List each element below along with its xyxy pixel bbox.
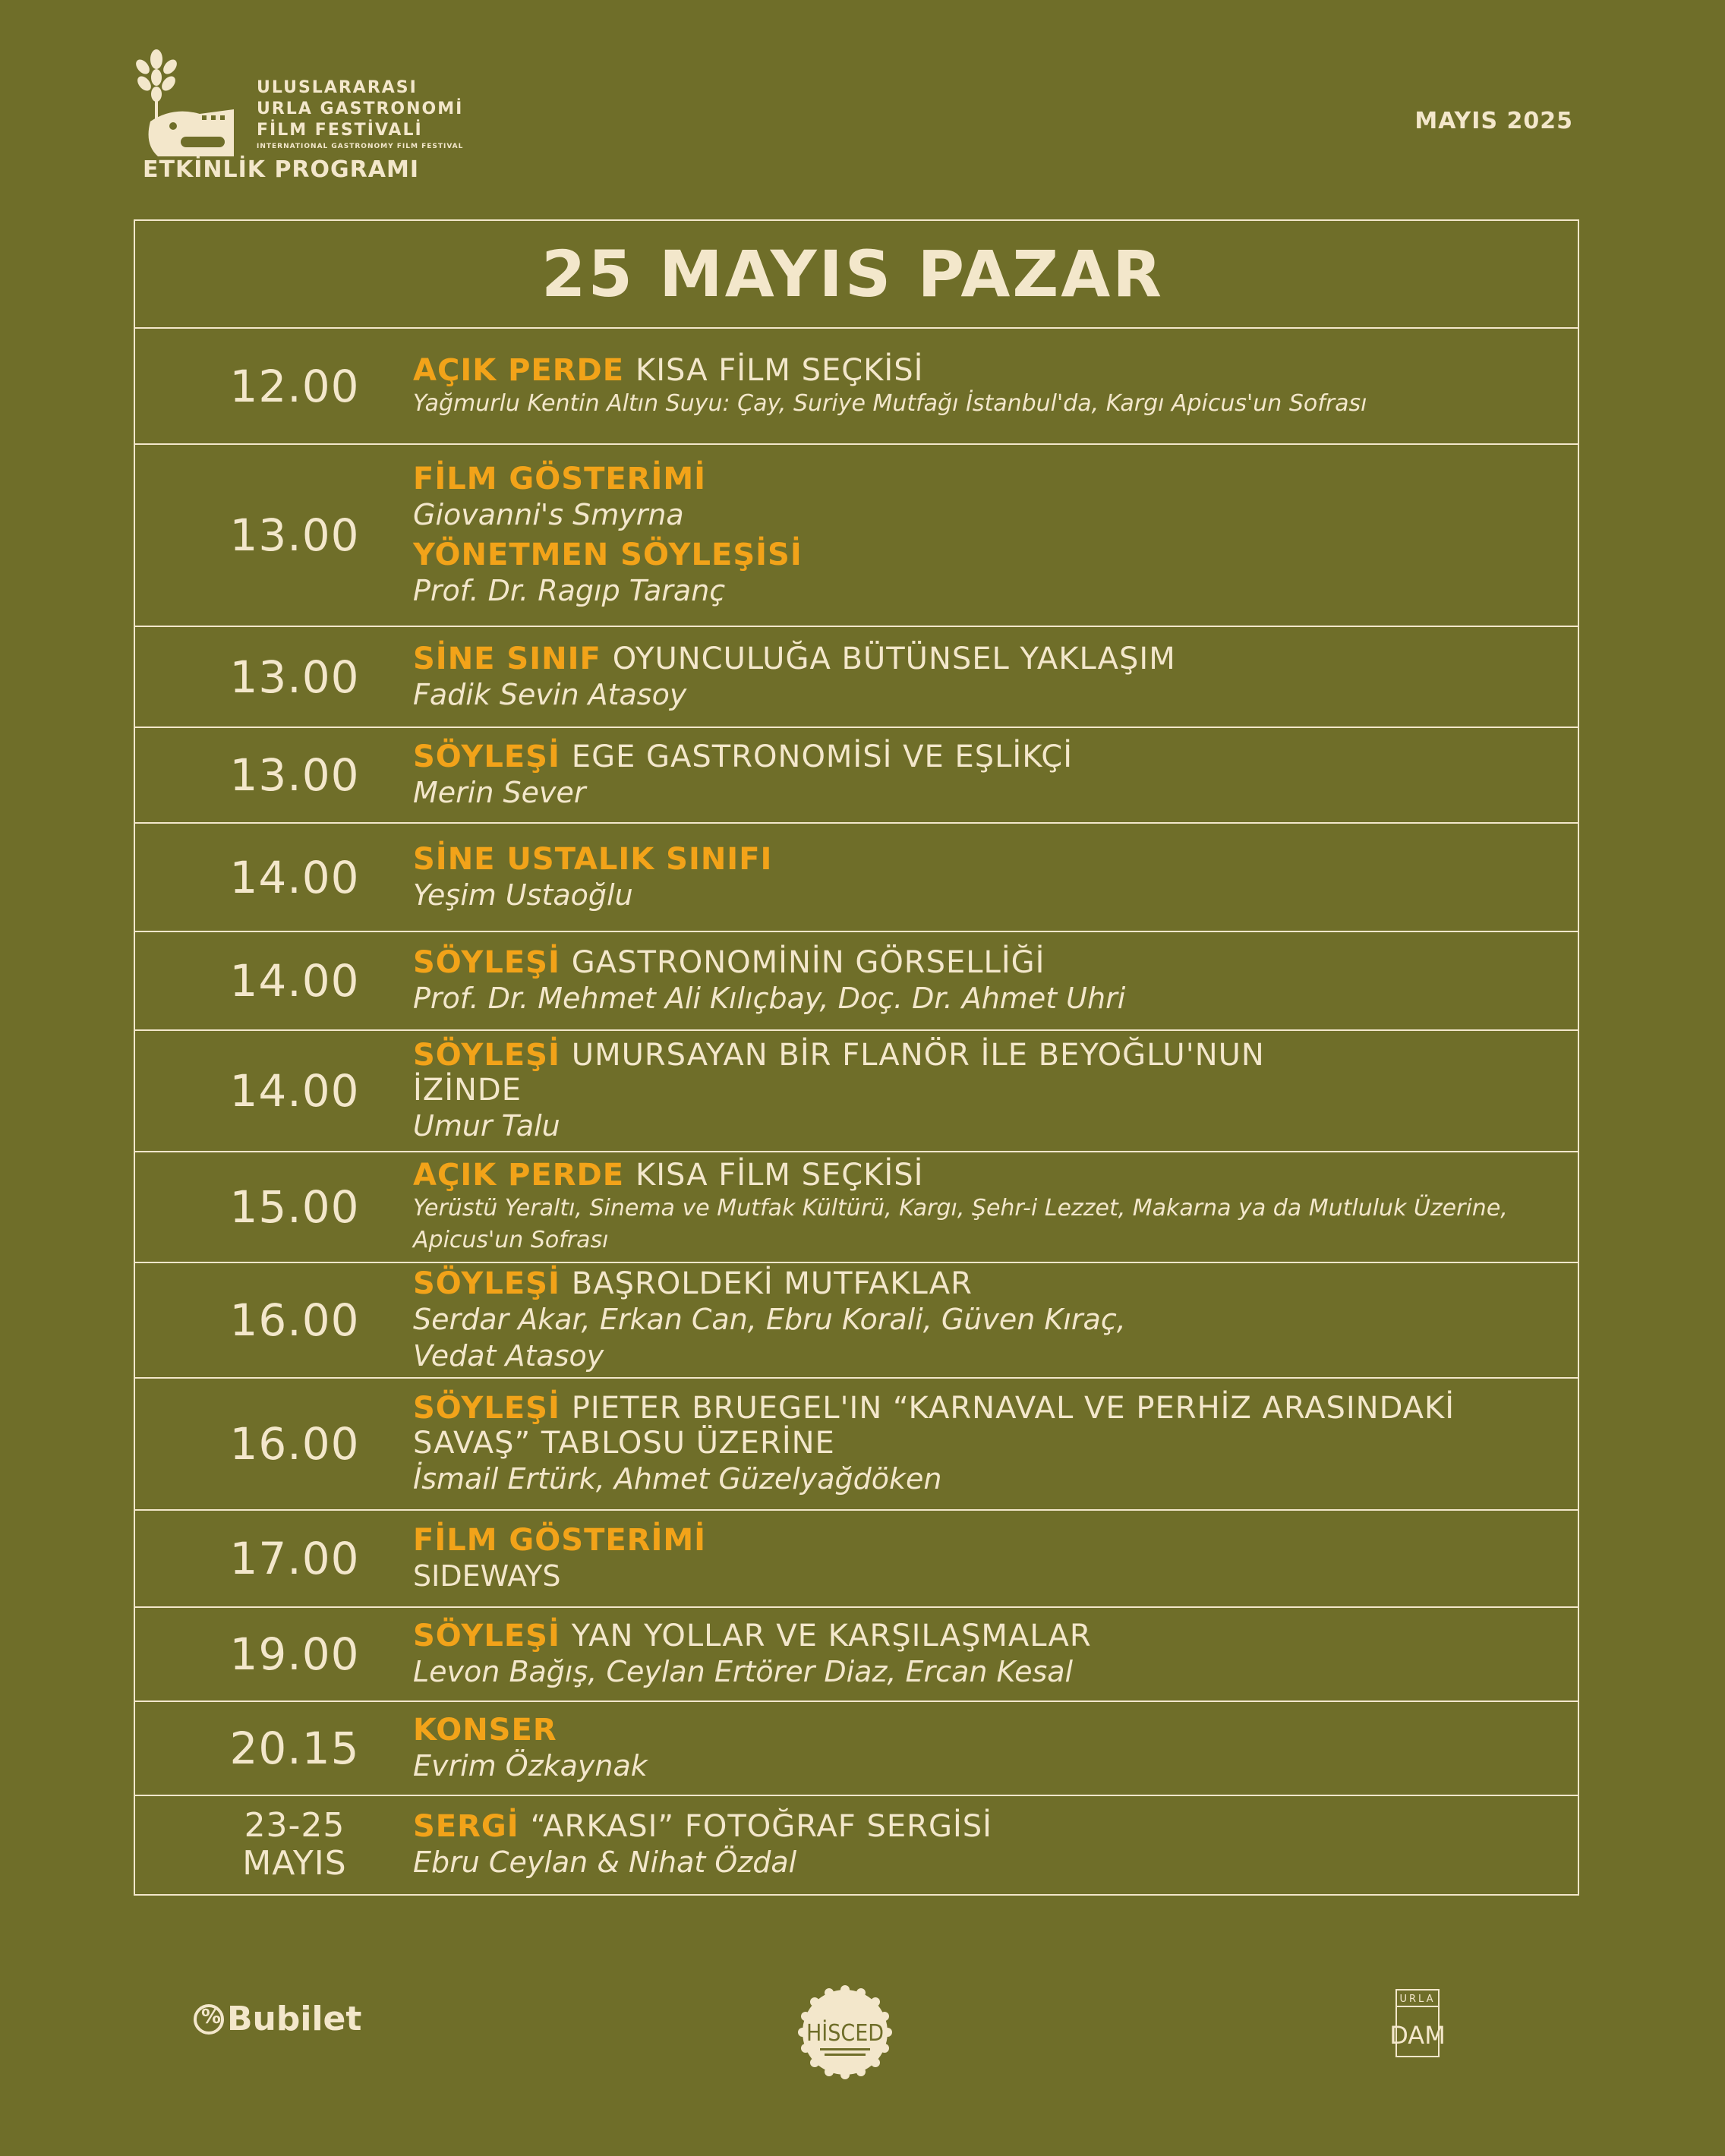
event-row: [135, 445, 1578, 627]
event-time: 23-25: [244, 1805, 345, 1845]
festival-name-line-2: URLA GASTRONOMİ: [257, 99, 464, 118]
event-people: İsmail Ertürk, Ahmet Güzelyağdöken: [413, 1462, 942, 1496]
event-time: 16.00: [229, 1294, 360, 1346]
event-heading: [413, 1523, 1532, 1558]
event-title: YAN YOLLAR VE KARŞILAŞMALAR: [571, 1619, 1092, 1653]
event-row: [135, 1379, 1578, 1511]
event-time: 19.00: [229, 1628, 360, 1680]
event-time: 13.00: [229, 749, 360, 801]
event-row: [135, 932, 1578, 1031]
schedule-table: [134, 219, 1579, 1896]
event-title: KISA FİLM SEÇKİSİ: [635, 352, 924, 388]
event-type: SÖYLEŞİ: [413, 739, 560, 774]
event-time: 14.00: [229, 851, 360, 903]
event-type: AÇIK PERDE: [413, 1158, 625, 1193]
event-row: [135, 1511, 1578, 1608]
dam-wordmark: DAM: [1389, 2021, 1446, 2050]
event-heading: [413, 1038, 1350, 1108]
event-type: SÖYLEŞİ: [413, 1266, 560, 1301]
event-content: [413, 1031, 1350, 1151]
event-heading: [413, 1391, 1532, 1461]
event-type: SÖYLEŞİ: [413, 1619, 560, 1653]
event-heading: [413, 1266, 1198, 1301]
event-row: [135, 1152, 1578, 1263]
event-time: 17.00: [229, 1533, 360, 1584]
event-type: SÖYLEŞİ: [413, 1038, 560, 1073]
event-people: Evrim Özkaynak: [413, 1749, 648, 1782]
event-type: FİLM GÖSTERİMİ: [413, 462, 707, 496]
event-title: OYUNCULUĞA BÜTÜNSEL YAKLAŞIM: [612, 641, 1176, 676]
event-time: 14.00: [229, 955, 360, 1007]
event-people: Prof. Dr. Mehmet Ali Kılıçbay, Doç. Dr. Ahmet Uhri: [413, 982, 1126, 1015]
event-people: Yağmurlu Kentin Altın Suyu: Çay, Suriye Mutfağı İstanbul'da, Kargı Apicus'un Sofrası: [413, 389, 1367, 417]
event-content: [413, 1702, 1532, 1795]
event-time: 14.00: [229, 1065, 360, 1117]
event-heading-2: [413, 537, 1532, 572]
event-heading: [413, 1158, 1532, 1193]
event-time: 13.00: [229, 651, 360, 703]
event-type: AÇIK PERDE: [413, 352, 625, 388]
event-time: 20.15: [229, 1723, 360, 1774]
event-type: FİLM GÖSTERİMİ: [413, 1523, 707, 1558]
event-film: Giovanni's Smyrna: [413, 498, 684, 531]
event-row: [135, 627, 1578, 728]
festival-name: [257, 77, 463, 152]
event-title: BAŞROLDEKİ MUTFAKLAR: [571, 1266, 973, 1301]
event-heading: [413, 1713, 1532, 1748]
event-content: [413, 1152, 1532, 1262]
event-people: Prof. Dr. Ragıp Taranç: [413, 574, 726, 607]
event-people: Levon Bağış, Ceylan Ertörer Diaz, Ercan Kesal: [413, 1655, 1074, 1688]
festival-name-line-3: FİLM FESTİVALİ: [257, 121, 423, 140]
event-heading: [413, 641, 1532, 676]
event-type: SİNE SINIF: [413, 641, 601, 676]
event-content: [413, 1796, 1532, 1893]
event-type-2: YÖNETMEN SÖYLEŞİSİ: [413, 537, 803, 572]
urla-dam-mark-icon: [1389, 1989, 1446, 2057]
event-content: [413, 728, 1532, 822]
event-people: Ebru Ceylan & Nihat Özdal: [413, 1845, 797, 1879]
day-title: 25 MAYIS PAZAR: [135, 221, 1578, 329]
event-heading: [413, 1619, 1532, 1653]
event-title: GASTRONOMİNİN GÖRSELLİĞİ: [571, 945, 1045, 980]
hisced-wordmark: HİSCED: [806, 2020, 885, 2047]
event-film: SIDEWAYS: [413, 1559, 561, 1593]
program-title: ETKİNLİK PROGRAMI: [143, 156, 419, 183]
event-row: [135, 329, 1578, 445]
event-row: [135, 1031, 1578, 1152]
event-type: SİNE USTALIK SINIFI: [413, 841, 773, 877]
event-type: KONSER: [413, 1713, 557, 1748]
event-people: Yerüstü Yeraltı, Sinema ve Mutfak Kültürü, Kargı, Şehr-i Lezzet, Makarna ya da Mutluluk Üzerine, Apicus'un Sofrası: [413, 1195, 1508, 1253]
event-content: [413, 1379, 1532, 1509]
event-title: EGE GASTRONOMİSİ VE EŞLİKÇİ: [571, 739, 1073, 774]
event-type: SÖYLEŞİ: [413, 945, 560, 980]
festival-name-english: INTERNATIONAL GASTRONOMY FILM FESTIVAL: [257, 143, 464, 150]
wheat-bird-logo-icon: [128, 30, 245, 159]
event-content: [413, 824, 1532, 931]
event-row: [135, 1263, 1578, 1379]
bubilet-wordmark: Bubilet: [227, 2000, 362, 2038]
event-row: [135, 1796, 1578, 1893]
event-title: UMURSAYAN BİR FLANÖR İLE BEYOĞLU'NUN İZİNDE: [413, 1038, 1265, 1108]
event-title: KISA FİLM SEÇKİSİ: [635, 1158, 924, 1193]
event-content: [413, 1263, 1198, 1377]
event-row: [135, 1608, 1578, 1702]
event-content: [413, 1608, 1532, 1701]
event-content: [413, 932, 1532, 1029]
event-content: [413, 627, 1532, 727]
event-heading: [413, 739, 1532, 774]
event-date-range: [196, 1796, 393, 1893]
header-date: MAYIS 2025: [1414, 108, 1573, 134]
event-row: [135, 1702, 1578, 1796]
event-title: PIETER BRUEGEL'IN “KARNAVAL VE PERHİZ ARASINDAKİ SAVAŞ” TABLOSU ÜZERİNE: [413, 1391, 1455, 1461]
event-title: “ARKASI” FOTOĞRAF SERGİSİ: [530, 1808, 992, 1844]
urla-wordmark: URLA: [1399, 1994, 1436, 2005]
bubilet-logo: [194, 2000, 361, 2038]
event-time: 13.00: [229, 509, 360, 561]
festival-name-line-1: ULUSLARARASI: [257, 78, 418, 97]
percent-badge-icon: %: [194, 2004, 224, 2035]
event-row: [135, 824, 1578, 932]
event-type: SERGİ: [413, 1808, 519, 1844]
event-time: 16.00: [229, 1418, 360, 1470]
event-heading: [413, 462, 1532, 496]
event-content: [413, 1511, 1532, 1606]
event-people: Fadik Sevin Atasoy: [413, 677, 687, 711]
event-heading: [413, 1809, 1532, 1844]
event-heading: [413, 945, 1532, 980]
event-heading: [413, 353, 1532, 388]
festival-logo: [128, 30, 507, 190]
event-heading: [413, 842, 1532, 877]
event-month: MAYIS: [242, 1843, 347, 1883]
event-time: 12.00: [229, 360, 360, 412]
event-people: Yeşim Ustaoğlu: [413, 878, 633, 912]
hisced-logo: [796, 1983, 894, 2082]
event-row: [135, 728, 1578, 824]
urla-dam-logo: [1389, 1989, 1446, 2057]
event-people: Umur Talu: [413, 1109, 560, 1143]
event-type: SÖYLEŞİ: [413, 1391, 560, 1426]
event-content: [413, 329, 1532, 443]
event-people: Serdar Akar, Erkan Can, Ebru Korali, Güven Kıraç, Vedat Atasoy: [413, 1303, 1126, 1373]
event-time: 15.00: [229, 1181, 360, 1233]
event-people: Merin Sever: [413, 776, 586, 809]
event-content: [413, 445, 1532, 626]
